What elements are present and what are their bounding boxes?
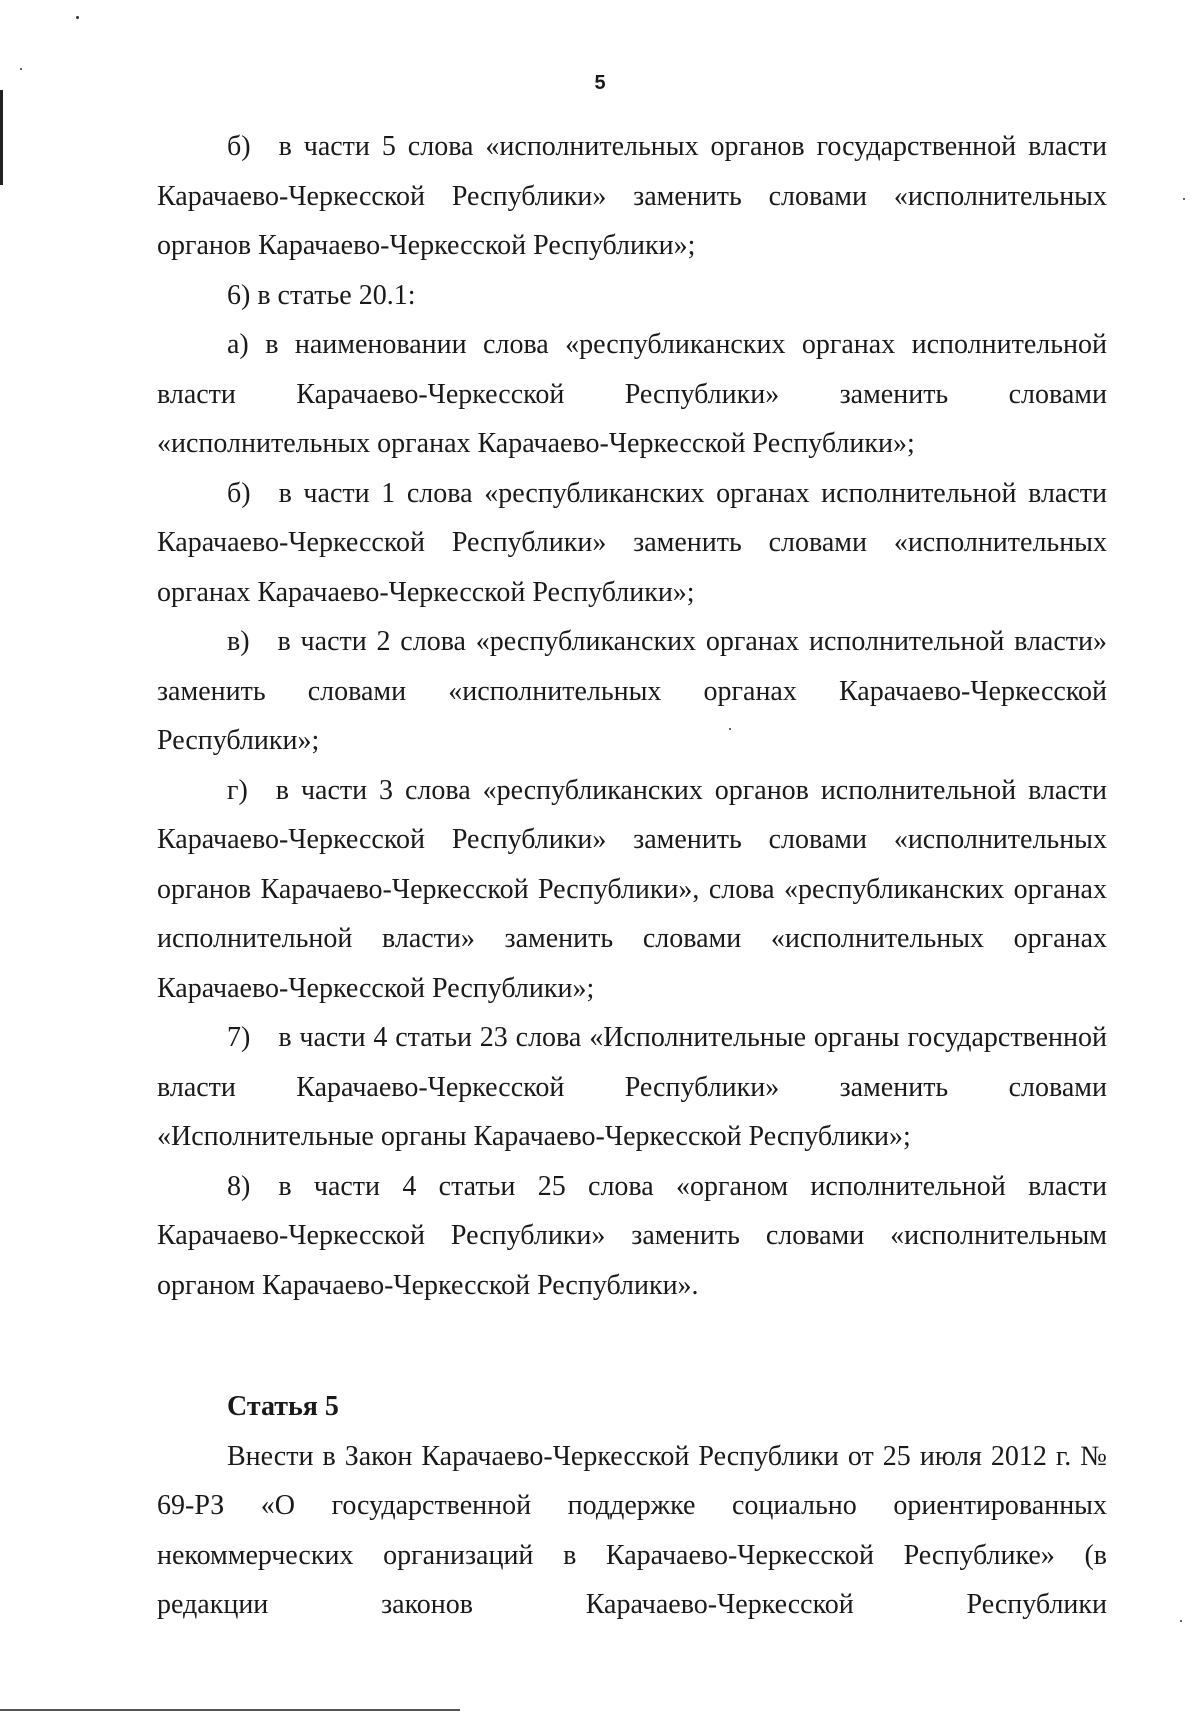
- amendment-item: г) в части 3 слова «республиканских органов исполнительной власти Карачаево-Черкесской Республики» заменить словами «исполнительных органов Карачаево-Черкесской Республики», слова «республиканских органах исполнительной власти» заменить словами «исполнительных органах Карачаево-Черкесской Республики»;: [157, 774, 1107, 1004]
- page-number: 5: [594, 72, 606, 94]
- article-heading: Статья 5: [227, 1391, 339, 1422]
- amendment-item: а) в наименовании слова «республиканских органах исполнительной власти Карачаево-Черкесской Республики» заменить словами «исполнительных органах Карачаево-Черкесской Республики»;: [157, 329, 1107, 459]
- amendment-item: в) в части 2 слова «республиканских органах исполнительной власти» заменить словами «исполнительных органах Карачаево-Черкесской Республики»;: [157, 626, 1107, 756]
- amendment-item: 7) в части 4 статьи 23 слова «Исполнительные органы государственной власти Карачаево-Черкесской Республики» заменить словами «Исполнительные органы Карачаево-Черкесской Республики»;: [157, 1022, 1107, 1152]
- scan-speck: [20, 68, 22, 70]
- amendment-item: б) в части 5 слова «исполнительных органов государственной власти Карачаево-Черкесской Республики» заменить словами «исполнительных органов Карачаево-Черкесской Республики»;: [157, 131, 1107, 261]
- scan-speck: [76, 16, 79, 19]
- scan-speck: [1180, 1620, 1182, 1622]
- scan-bottom-rule: [0, 1709, 460, 1711]
- scan-speck: [1183, 198, 1185, 200]
- amendment-item: 6) в статье 20.1:: [227, 279, 416, 311]
- amendment-item: 8) в части 4 статьи 25 слова «органом исполнительной власти Карачаево-Черкесской Республики» заменить словами «исполнительным органом Карачаево-Черкесской Республики».: [157, 1170, 1107, 1301]
- document-body: [157, 122, 1107, 1630]
- amendment-item: б) в части 1 слова «республиканских органах исполнительной власти Карачаево-Черкесской Республики» заменить словами «исполнительных органах Карачаево-Черкесской Республики»;: [157, 477, 1107, 608]
- scan-edge-mark: [0, 90, 3, 185]
- article-text: Внести в Закон Карачаево-Черкесской Республики от 25 июля 2012 г. № 69-РЗ «О государственной поддержке социально ориентированных некоммерческих организаций в Карачаево-Черкесской Республике» (в редакции законов Карачаево-Черкесской Республики: [157, 1440, 1107, 1620]
